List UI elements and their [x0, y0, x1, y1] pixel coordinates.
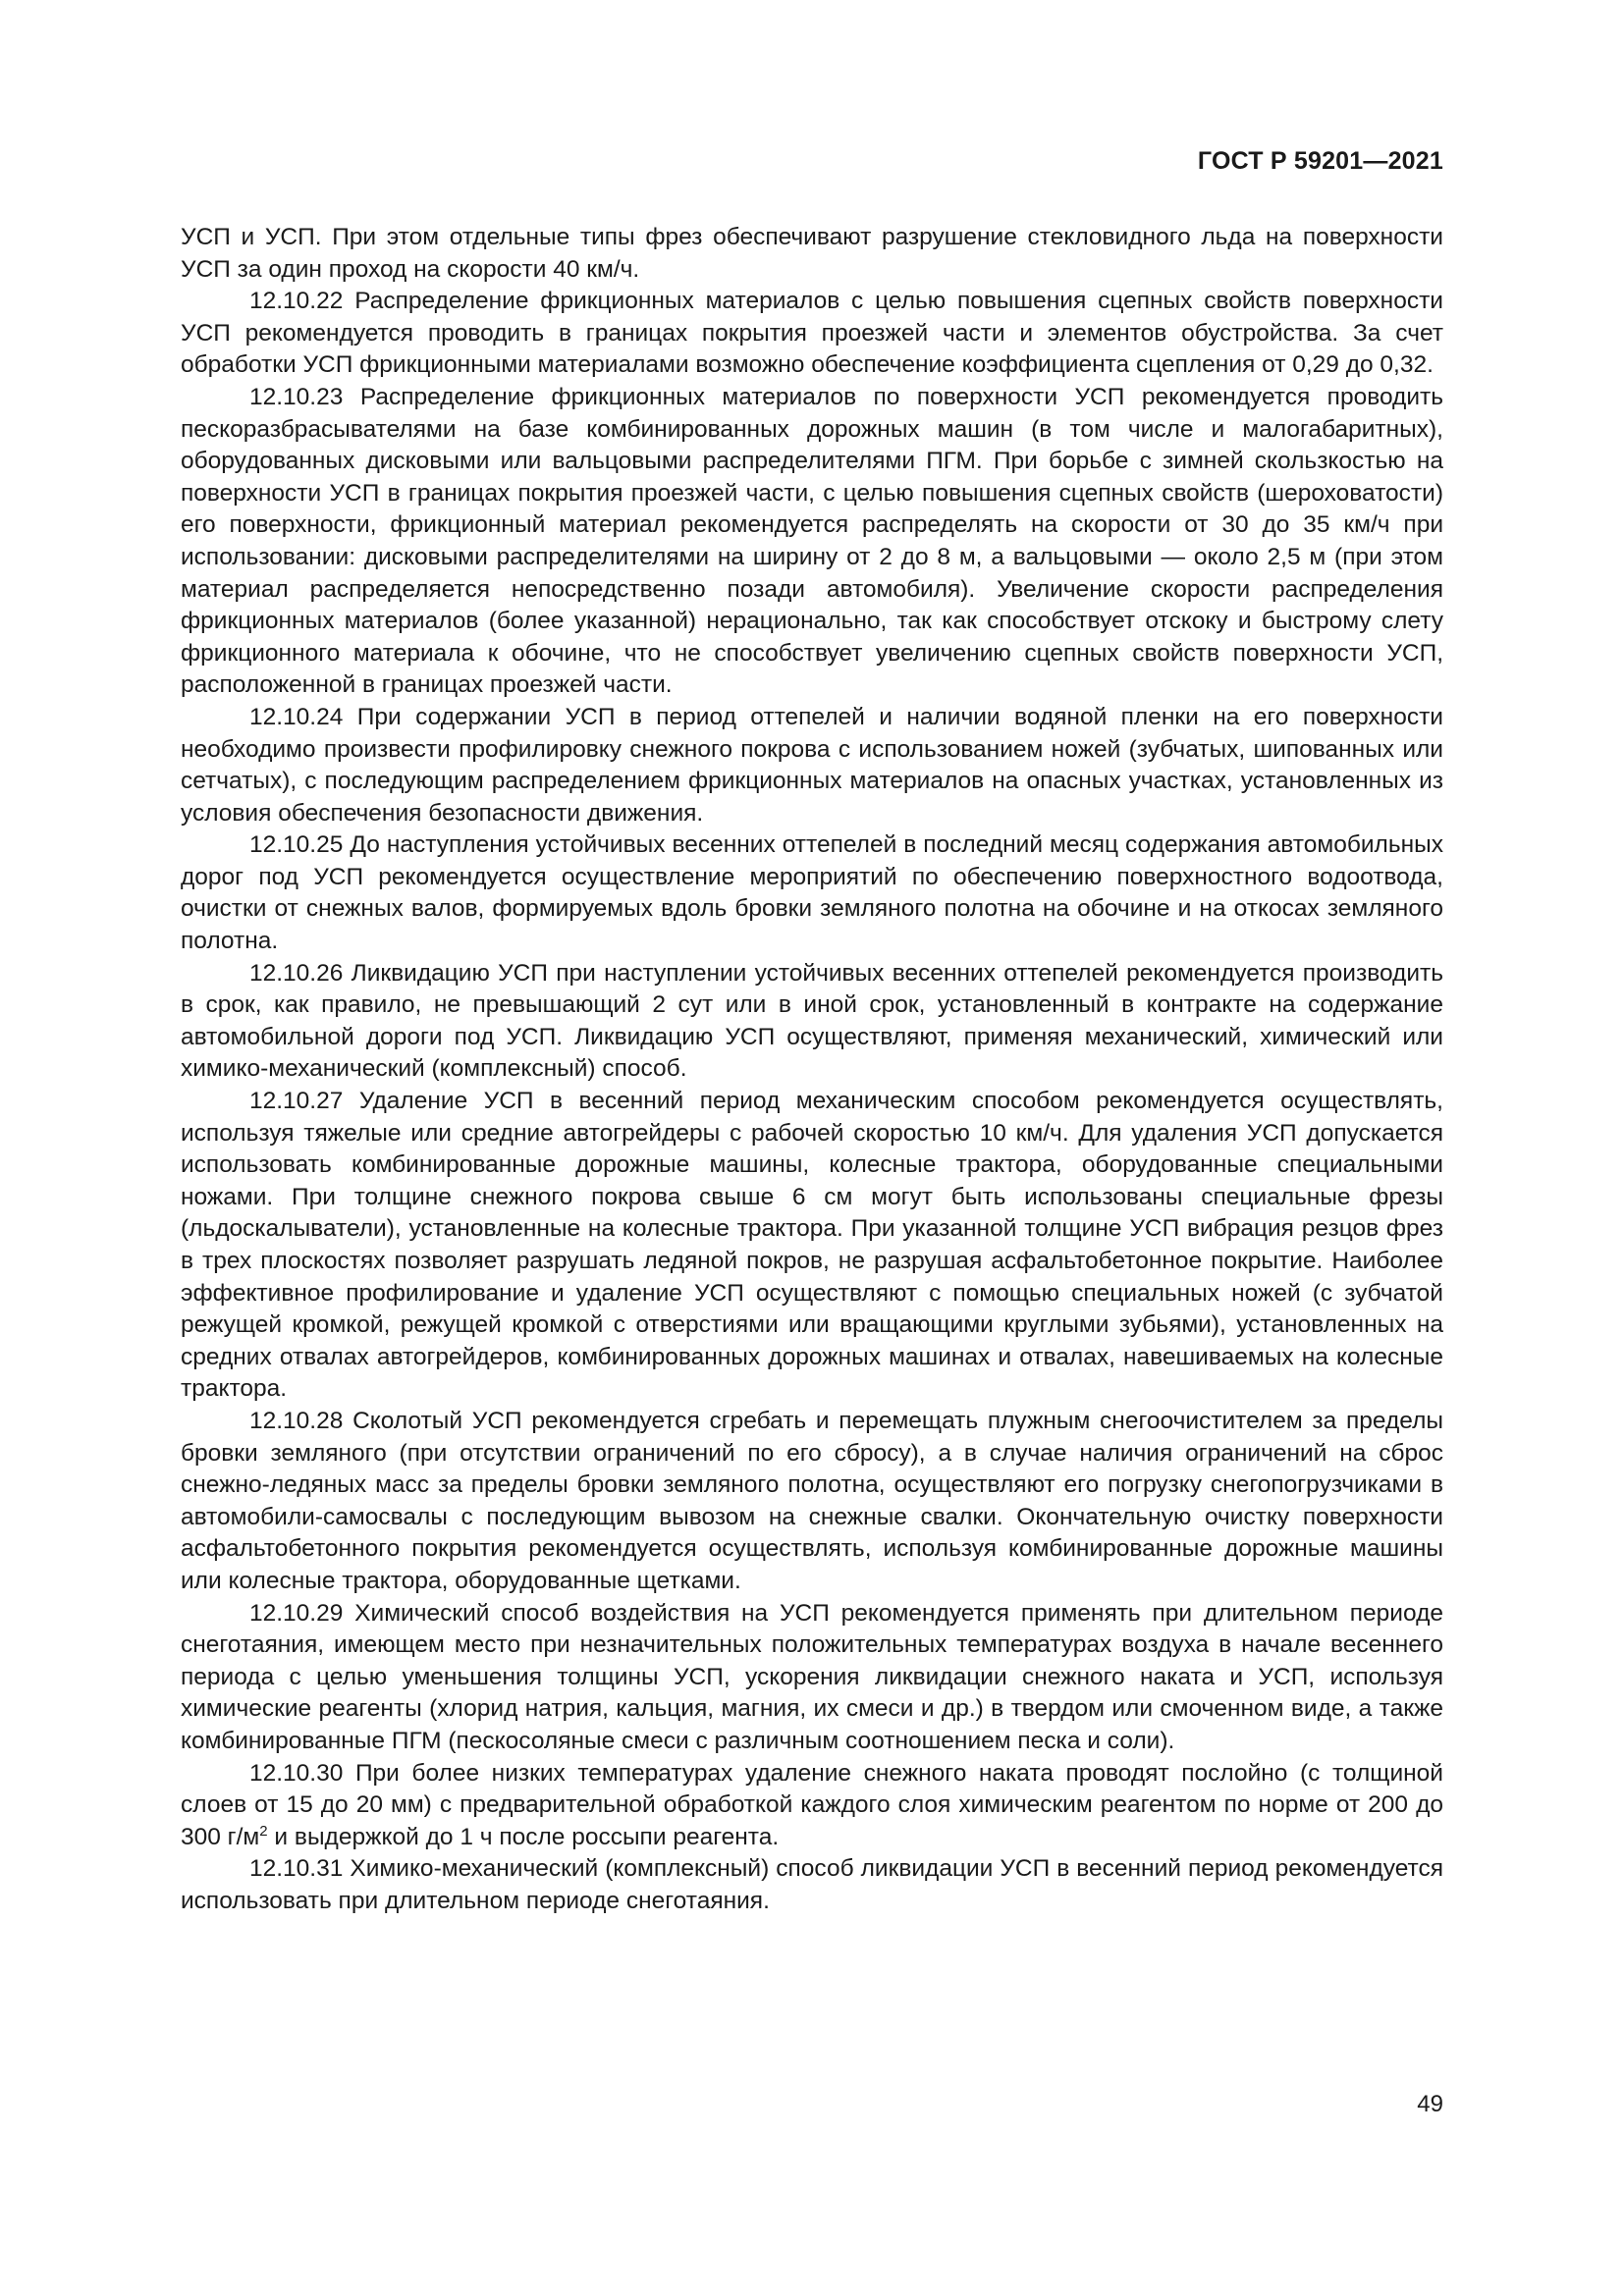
superscript-exponent: 2	[259, 1822, 268, 1840]
page-number: 49	[1417, 2091, 1443, 2117]
paragraph-12-10-25: 12.10.25 До наступления устойчивых весенних оттепелей в последний месяц содержания автомобильных дорог под УСП рекомендуется осуществление мероприятий по обеспечению поверхностного водоотвода, очистки от снежных валов, формируемых вдоль бровки земляного полотна на обочине и на откосах земляного полотна.	[181, 831, 1443, 955]
page-header: ГОСТ Р 59201—2021	[1197, 147, 1443, 175]
paragraph-12-10-30-tail: и выдержкой до 1 ч после россыпи реагента.	[267, 1823, 780, 1850]
paragraph-12-10-30-text: 12.10.30 При более низких температурах удаление снежного наката проводят послойно (с толщиной слоев от 15 до 20 мм) с предварительной обработкой каждого слоя химическим реагентом по норме от 200 до 300 г/м	[181, 1759, 1443, 1850]
paragraph-12-10-27: 12.10.27 Удаление УСП в весенний период механическим способом рекомендуется осуществлять, используя тяжелые или средние автогрейдеры с рабочей скоростью 10 км/ч. Для удаления УСП допускается использовать комбинированные дорожные машины, колесные трактора, оборудованные специальными ножами. При толщине снежного покрова свыше 6 см могут быть использованы специальные фрезы (льдоскалыватели), установленные на колесные трактора. При указанной толщине УСП вибрация резцов фрез в трех плоскостях позволяет разрушать ледяной покров, не разрушая асфальтобетонное покрытие. Наиболее эффективное профилирование и удаление УСП осуществляют с помощью специальных ножей (с зубчатой режущей кромкой, режущей кромкой с отверстиями или вращающими круглыми зубьями), установленных на средних отвалах автогрейдеров, комбинированных дорожных машинах и отвалах, навешиваемых на колесные трактора.	[181, 1088, 1443, 1403]
paragraph-12-10-28: 12.10.28 Сколотый УСП рекомендуется сгребать и перемещать плужным снегоочистителем за пределы бровки земляного (при отсутствии ограничений по его сбросу), а в случае наличия ограничений на сброс снежно-ледяных масс за пределы бровки земляного полотна, осуществляют его погрузку снегопогрузчиками в автомобили-самосвалы с последующим вывозом на снежные свалки. Окончательную очистку поверхности асфальтобетонного покрытия рекомендуется осуществлять, используя комбинированные дорожные машины или колесные трактора, оборудованные щетками.	[181, 1407, 1443, 1594]
document-body	[181, 222, 1443, 1917]
paragraph-12-10-23: 12.10.23 Распределение фрикционных материалов по поверхности УСП рекомендуется проводить пескоразбрасывателями на базе комбинированных дорожных машин (в том числе и малогабаритных), оборудованных дисковыми или вальцовыми распределителями ПГМ. При борьбе с зимней скользкостью на поверхности УСП в границах покрытия проезжей части, с целью повышения сцепных свойств (шероховатости) его поверхности, фрикционный материал рекомендуется распределять на скорости от 30 до 35 км/ч при использовании: дисковыми распределителями на ширину от 2 до 8 м, а вальцовыми — около 2,5 м (при этом материал распределяется непосредственно позади автомобиля). Увеличение скорости распределения фрикционных материалов (более указанной) нерационально, так как способствует отскоку и быстрому слету фрикционного материала к обочине, что не способствует увеличению сцепных свойств поверхности УСП, расположенной в границах проезжей части.	[181, 383, 1443, 699]
paragraph-12-10-22: 12.10.22 Распределение фрикционных материалов с целью повышения сцепных свойств поверхности УСП рекомендуется проводить в границах покрытия проезжей части и элементов обустройства. За счет обработки УСП фрикционными материалами возможно обеспечение коэффициента сцепления от 0,29 до 0,32.	[181, 288, 1443, 379]
paragraph-12-10-26: 12.10.26 Ликвидацию УСП при наступлении устойчивых весенних оттепелей рекомендуется производить в срок, как правило, не превышающий 2 сут или в иной срок, установленный в контракте на содержание автомобильной дороги под УСП. Ликвидацию УСП осуществляют, применяя механический, химический или химико-механический (комплексный) способ.	[181, 959, 1443, 1083]
paragraph-continuation: УСП и УСП. При этом отдельные типы фрез обеспечивают разрушение стекловидного льда на поверхности УСП за один проход на скорости 40 км/ч.	[181, 224, 1443, 283]
paragraph-12-10-29: 12.10.29 Химический способ воздействия на УСП рекомендуется применять при длительном периоде снеготаяния, имеющем место при незначительных положительных температурах воздуха в начале весеннего периода с целью уменьшения толщины УСП, ускорения ликвидации снежного наката и УСП, используя химические реагенты (хлорид натрия, кальция, магния, их смеси и др.) в твердом или смоченном виде, а также комбинированные ПГМ (пескосоляные смеси с различным соотношением песка и соли).	[181, 1599, 1443, 1754]
paragraph-12-10-24: 12.10.24 При содержании УСП в период оттепелей и наличии водяной пленки на его поверхности необходимо произвести профилировку снежного покрова с использованием ножей (зубчатых, шипованных или сетчатых), с последующим распределением фрикционных материалов на опасных участках, установленных из условия обеспечения безопасности движения.	[181, 703, 1443, 827]
paragraph-12-10-30	[181, 1758, 1443, 1854]
paragraph-12-10-31: 12.10.31 Химико-механический (комплексный) способ ликвидации УСП в весенний период рекомендуется использовать при длительном периоде снеготаяния.	[181, 1855, 1443, 1914]
